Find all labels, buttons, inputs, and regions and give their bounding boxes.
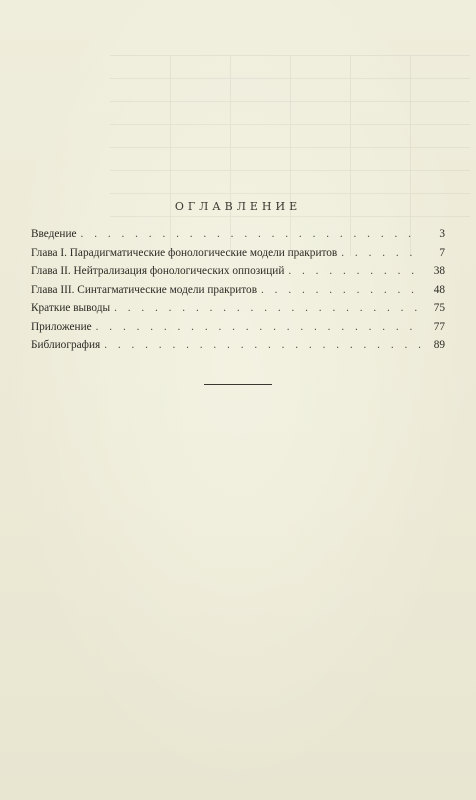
dot-leader [341,247,421,259]
toc-entry-page: 3 [439,228,445,240]
toc-entry-page: 89 [433,339,445,351]
toc-entry-conclusions[interactable] [31,302,445,321]
toc-entry-page: 48 [433,283,445,296]
table-of-contents [31,228,445,358]
toc-entry-chapter-2[interactable] [31,265,445,284]
toc-entry-page: 75 [433,302,445,314]
toc-entry-page: 38 [433,265,445,277]
toc-entry-introduction[interactable] [31,228,445,247]
dot-leader [114,302,421,314]
toc-entry-label: Глава III. Синтагматические модели пракритов [31,283,258,296]
dot-leader [96,321,421,333]
toc-entry-label: Глава II. Нейтрализация фонологических оппозиций [31,265,285,277]
toc-entry-label: Библиография [31,339,101,351]
toc-entry-chapter-3[interactable] [31,284,445,303]
toc-entry-appendix[interactable] [31,321,445,340]
dot-leader [261,284,421,296]
dot-leader [288,265,421,277]
closing-rule [204,384,272,385]
toc-entry-chapter-1[interactable] [31,247,445,266]
toc-entry-label: Краткие выводы [31,302,111,314]
bleed-through-table [110,55,470,256]
toc-entry-label: Приложение [31,320,92,333]
toc-entry-page: 77 [433,320,445,333]
toc-entry-label: Глава I. Парадигматические фонологические модели пракритов [31,246,338,259]
toc-entry-label: Введение [31,228,77,240]
toc-heading: ОГЛАВЛЕНИЕ [174,200,302,213]
dot-leader [81,228,421,240]
dot-leader [104,339,421,351]
toc-entry-page: 7 [439,246,445,259]
toc-entry-bibliography[interactable] [31,339,445,358]
